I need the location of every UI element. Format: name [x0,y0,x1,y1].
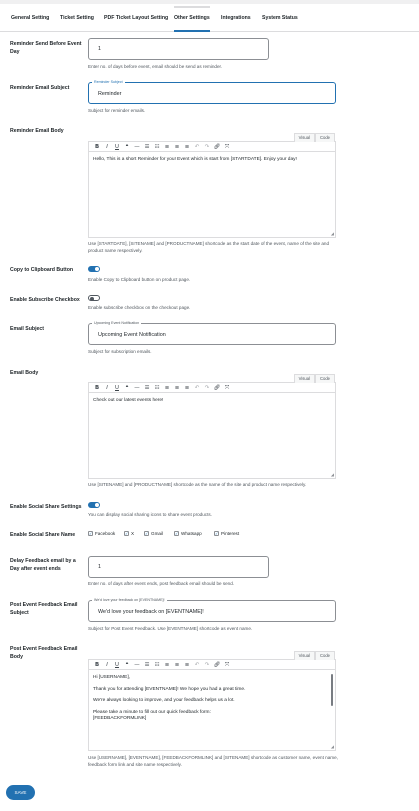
tab-visual[interactable]: Visual [294,133,315,142]
redo-icon[interactable]: ↷ [204,384,210,391]
social-names-label: Enable Social Share Name [10,532,76,538]
tab-code[interactable]: Code [315,133,335,142]
horizontal-rule-icon[interactable]: — [134,384,140,391]
bold-icon[interactable]: B [94,143,100,150]
horizontal-rule-icon[interactable]: — [134,143,140,150]
feedback-subject-floating-label: We'd love your feedback on [EVENTNAME]! [94,598,165,602]
link-icon[interactable]: 🔗︎ [213,661,221,668]
toggle-knob [90,297,94,301]
bullet-list-icon[interactable]: ☰ [144,143,150,150]
feedback-line-form: Please take a minute to fill out our quick feedback form: [93,710,211,716]
align-right-icon[interactable]: ≡ [184,143,190,150]
subscribe-label: Enable Subscribe Checkbox [10,297,80,303]
numbered-list-icon[interactable]: ☷ [154,661,160,668]
link-icon[interactable]: 🔗︎ [213,143,221,150]
reminder-subject-input[interactable]: Reminder [88,82,336,104]
feedback-delay-label: Delay Feedback email by a Day after event ends [10,558,76,572]
feedback-body-content[interactable] [89,670,335,750]
feedback-body-editor[interactable] [88,653,336,751]
bold-icon[interactable]: B [94,384,100,391]
pinterest-checkbox[interactable] [214,531,239,536]
gmail-label: Gmail [151,531,163,536]
tab-code[interactable]: Code [315,651,335,660]
tab-ticket-setting[interactable]: Ticket Setting [60,15,94,21]
tab-code[interactable]: Code [315,374,335,383]
toggle-knob [95,503,99,507]
align-left-icon[interactable]: ≡ [164,661,170,668]
checkmark-icon: ✓ [125,531,129,536]
feedback-line-improve: We're always looking to improve, and your feedback helps us a lot. [93,698,235,704]
checkmark-icon: ✓ [145,531,149,536]
admin-top-strip [0,0,419,4]
tab-visual[interactable]: Visual [294,374,315,383]
social-share-toggle[interactable] [88,502,100,508]
reminder-subject-desc: Subject for reminder emails. [88,108,146,113]
clipboard-toggle[interactable] [88,266,100,272]
facebook-checkbox[interactable] [88,531,115,536]
redo-icon[interactable]: ↷ [204,661,210,668]
resize-handle-icon[interactable]: ◢ [330,231,334,236]
facebook-label: Facebook [95,531,116,536]
resize-handle-icon[interactable]: ◢ [330,472,334,477]
reminder-body-label: Reminder Email Body [10,128,64,134]
link-icon[interactable]: 🔗︎ [213,384,221,391]
reminder-subject-floating-label: Reminder Subject [94,80,123,84]
settings-tabs [0,6,419,32]
italic-icon[interactable]: I [106,384,108,391]
reminder-body-desc: Use [STARTDATE], [SITENAME] and [PRODUCTNAME] shortcode as the start date of the event, name of the site and product name respectively. [88,241,330,253]
bold-icon[interactable]: B [94,661,100,668]
email-subject-input[interactable]: Upcoming Event Notification [88,323,336,345]
align-center-icon[interactable]: ≡ [174,384,180,391]
email-body-label: Email Body [10,370,39,376]
editor-toolbar [89,142,335,152]
undo-icon[interactable]: ↶ [194,661,200,668]
italic-icon[interactable]: I [106,143,108,150]
align-left-icon[interactable]: ≡ [164,384,170,391]
align-right-icon[interactable]: ≡ [184,661,190,668]
tab-other-settings[interactable]: Other Settings [174,6,210,32]
reminder-day-desc: Enter no. of days before event, email should be send as reminder. [88,64,223,69]
underline-icon[interactable]: U [115,143,119,150]
feedback-subject-label: Post Event Feedback Email Subject [10,602,78,616]
tab-visual[interactable]: Visual [294,651,315,660]
email-body-desc: Use [SITENAME] and [PRODUCTNAME] shortcode as the name of the site and product name respectively. [88,482,307,487]
feedback-line-thanks: Thank you for attending [EVENTNAME]! We hope you had a great time. [93,686,246,692]
feedback-body-editor-tabs [294,651,335,660]
feedback-line-link: [FEEDBACKFORMLINK] [93,716,147,722]
editor-toolbar [89,660,335,670]
checkmark-icon: ✓ [89,531,93,536]
numbered-list-icon[interactable]: ☷ [154,143,160,150]
email-body-editor[interactable] [88,376,336,479]
feedback-delay-input[interactable]: 1 [88,556,269,578]
fullscreen-icon[interactable]: ⤧ [224,384,230,391]
reminder-subject-label: Reminder Email Subject [10,85,70,91]
italic-icon[interactable]: I [106,661,108,668]
x-label: X [131,531,135,536]
whatsapp-checkbox[interactable] [174,531,202,536]
resize-handle-icon[interactable]: ◢ [330,744,334,749]
save-button[interactable]: SAVE [6,785,35,800]
tab-integrations[interactable]: Integrations [221,15,251,21]
social-share-desc: You can display social sharing icons to share event products. [88,512,212,517]
bullet-list-icon[interactable]: ☰ [144,661,150,668]
feedback-subject-input[interactable]: We'd love your feedback on [EVENTNAME]! [88,600,336,622]
subscribe-toggle[interactable] [88,295,100,301]
email-subject-floating-label: Upcoming Event Notification [94,321,140,325]
email-subject-label: Email Subject [10,326,45,332]
feedback-subject-desc: Subject for Post Event Feedback. Use [EVENTNAME] shortcode as event name. [88,626,253,631]
blockquote-icon[interactable]: ❝ [125,143,129,150]
clipboard-label: Copy to Clipboard Button [10,267,74,273]
reminder-body-content[interactable]: Hello, This is a short Reminder for you! Event which is start from [STARTDATE]. Enjoy your day! [93,157,297,162]
checkmark-icon: ✓ [175,531,179,536]
editor-toolbar [89,383,335,393]
x-checkbox[interactable] [124,531,134,536]
bullet-list-icon[interactable]: ☰ [144,384,150,391]
redo-icon[interactable]: ↷ [204,143,210,150]
underline-icon[interactable]: U [115,661,119,668]
email-body-content[interactable]: Check out our latest events here! [93,398,164,403]
reminder-day-input[interactable]: 1 [88,38,269,60]
align-right-icon[interactable]: ≡ [184,384,190,391]
fullscreen-icon[interactable]: ⤧ [224,661,230,668]
align-left-icon[interactable]: ≡ [164,143,170,150]
gmail-checkbox[interactable] [144,531,163,536]
undo-icon[interactable]: ↶ [194,143,200,150]
clipboard-desc: Enable Copy to Clipboard button on product page. [88,277,191,282]
feedback-delay-desc: Enter no. of days after event ends, post feedback email should be send. [88,581,235,586]
fullscreen-icon[interactable]: ⤧ [224,143,230,150]
tab-pdf-ticket-layout[interactable]: PDF Ticket Layout Setting [104,15,169,21]
align-center-icon[interactable]: ≡ [174,661,180,668]
editor-scrollbar[interactable] [331,674,333,706]
reminder-body-editor-tabs [294,133,335,142]
feedback-body-label: Post Event Feedback Email Body [10,646,78,660]
email-subject-desc: Subject for subscription emails. [88,349,152,354]
email-body-editor-tabs [294,374,335,383]
feedback-body-desc: Use [USERNAME], [EVENTNAME], [FEEDBACKFORMLINK] and [SITENAME] shortcode as customer name, event name, feedback form link and site name respectively. [88,755,338,767]
tab-general-setting[interactable]: General Setting [11,15,50,21]
whatsapp-label: Whatsapp [181,531,202,536]
reminder-day-label: Reminder Send Before Event Day [10,41,82,55]
pinterest-label: Pinterest [221,531,240,536]
underline-icon[interactable]: U [115,384,119,391]
align-center-icon[interactable]: ≡ [174,143,180,150]
blockquote-icon[interactable]: ❝ [125,384,129,391]
reminder-body-editor[interactable] [88,135,336,238]
social-share-label: Enable Social Share Settings [10,504,82,510]
feedback-line-greeting: Hi [USERNAME], [93,675,131,680]
subscribe-desc: Enable subscribe checkbox on the checkout page. [88,305,191,310]
toggle-knob [95,267,99,271]
horizontal-rule-icon[interactable]: — [134,661,140,668]
numbered-list-icon[interactable]: ☷ [154,384,160,391]
tab-system-status[interactable]: System Status [262,15,298,21]
undo-icon[interactable]: ↶ [194,384,200,391]
blockquote-icon[interactable]: ❝ [125,661,129,668]
checkmark-icon: ✓ [215,531,219,536]
